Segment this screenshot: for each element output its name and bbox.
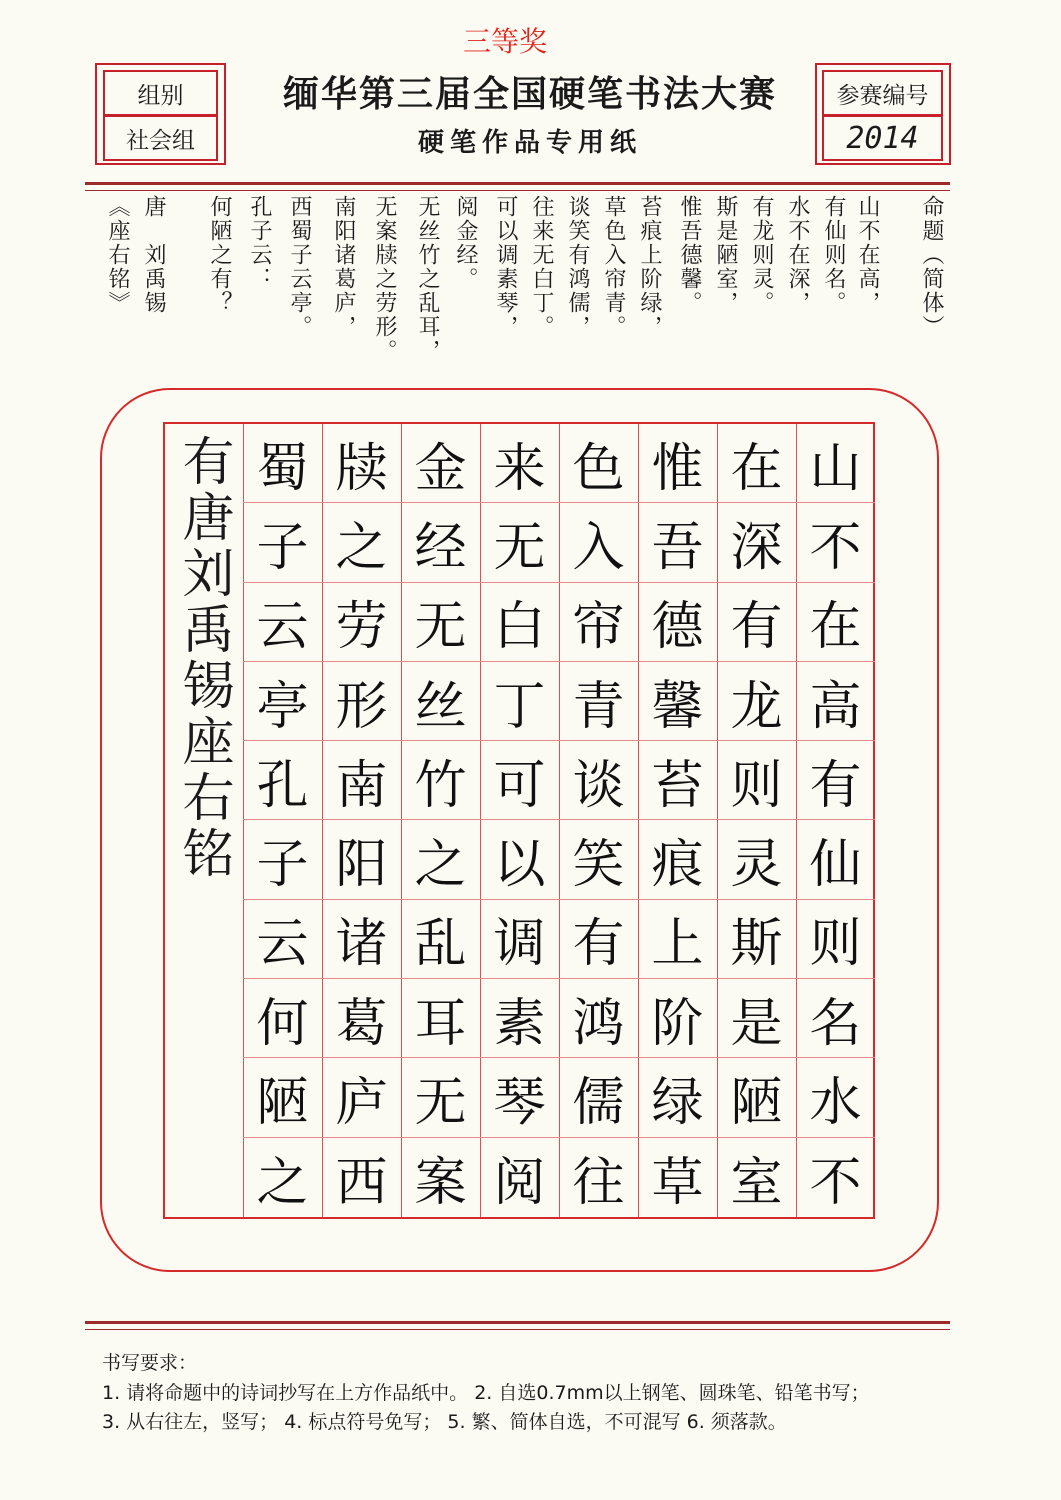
grid-cell: 往: [572, 1152, 625, 1213]
grid-cell: 无: [401, 1058, 480, 1137]
page-subtitle: 硬笔作品专用纸: [417, 128, 642, 158]
grid-cell: 室: [730, 1152, 783, 1213]
grid-cell: 苔: [638, 741, 717, 820]
grid-cell: 陋: [243, 1058, 322, 1137]
header-divider-thin: [85, 190, 950, 191]
grid-cell: 斯: [717, 900, 796, 979]
grid-cell: 竹: [401, 741, 480, 820]
grid-cell: 青: [559, 662, 638, 741]
grid-cell: 白: [480, 583, 559, 662]
group-label: [103, 70, 218, 116]
group-label-text: 组别: [137, 82, 184, 109]
grid-cell: 深: [717, 503, 796, 582]
grid-cell: 不: [809, 1152, 862, 1213]
grid-cell: 水: [796, 1058, 875, 1137]
prompt-line: 有仙则名。: [821, 195, 846, 315]
grid-cell: 耳: [401, 979, 480, 1058]
prompt-line: 阅金经。: [453, 195, 478, 291]
grid-cell: 山: [796, 424, 875, 503]
grid-cell: 牍: [322, 424, 401, 503]
group-value-text: 社会组: [126, 127, 195, 154]
grid-column: [559, 424, 638, 1217]
grid-cell: 有: [796, 741, 875, 820]
grid-cell: 入: [559, 503, 638, 582]
grid-cell: 在: [796, 583, 875, 662]
grid-column: [480, 424, 559, 1217]
grid-cell: 不: [796, 503, 875, 582]
grid-cell: 草: [651, 1152, 704, 1213]
grid-cell: 有: [559, 900, 638, 979]
grid-cell: 龙: [717, 662, 796, 741]
prompt-line: 西蜀子云亭。: [287, 195, 312, 339]
grid-cell: 云: [243, 900, 322, 979]
prompt-line: 苔痕上阶绿，: [637, 195, 662, 339]
footer-divider-thin: [85, 1329, 950, 1330]
entry-label-text: 参赛编号: [836, 82, 929, 109]
grid-cell: 形: [322, 662, 401, 741]
grid-cell: 阅: [493, 1152, 546, 1213]
signature-text: 有唐刘禹锡座右铭: [173, 434, 233, 882]
prompt-line: 山不在高，: [855, 195, 880, 315]
grid-cell: 则: [717, 741, 796, 820]
prompt-line: 孔子云：: [247, 195, 272, 291]
grid-cell: 德: [638, 583, 717, 662]
prompt-line: 可以调素琴，: [493, 195, 518, 339]
grid-cell: 调: [480, 900, 559, 979]
grid-cell: 儒: [559, 1058, 638, 1137]
grid-cell: 吾: [638, 503, 717, 582]
prompt-line: 草色入帘青。: [601, 195, 626, 339]
grid-cell: 无: [401, 583, 480, 662]
prompt-line: 唐 刘禹锡: [141, 195, 166, 315]
entry-value: [822, 115, 943, 161]
prompt-line: 惟吾德馨。: [677, 195, 702, 315]
grid-column: [243, 424, 322, 1217]
grid-cell: 仙: [796, 820, 875, 899]
grid-cell: 丁: [480, 662, 559, 741]
grid-column: [322, 424, 401, 1217]
grid-cell: 陋: [717, 1058, 796, 1137]
page-title: 缅华第三届全国硬笔书法大赛: [282, 73, 777, 115]
grid-cell: 无: [480, 503, 559, 582]
requirements-line: 3. 从右往左，竖写； 4. 标点符号免写； 5. 繁、简体自选，不可混写 6. 须落款。: [102, 1411, 787, 1433]
header-divider: [85, 182, 950, 185]
prompt-line: 往来无白丁。: [529, 195, 554, 339]
footer-divider: [85, 1321, 950, 1324]
prompt-label: 命题（简体）: [919, 195, 944, 339]
grid-cell: 西: [335, 1152, 388, 1213]
prompt-line: 无案牍之劳形。: [372, 195, 397, 363]
grid-column: [638, 424, 717, 1217]
grid-cell: 鸿: [559, 979, 638, 1058]
grid-cell: 阳: [322, 820, 401, 899]
prompt-line: 南阳诸葛庐，: [331, 195, 356, 339]
grid-cell: 金: [401, 424, 480, 503]
grid-cell: 亭: [243, 662, 322, 741]
signature-column: [169, 424, 237, 1217]
grid-cell: 馨: [638, 662, 717, 741]
grid-column: [717, 424, 796, 1217]
grid-cell: 帘: [559, 583, 638, 662]
grid-cell: 庐: [322, 1058, 401, 1137]
grid-cell: 阶: [638, 979, 717, 1058]
award-label: 三等奖: [462, 25, 547, 58]
grid-cell: 之: [256, 1152, 309, 1213]
requirements-line: 1. 请将命题中的诗词抄写在上方作品纸中。 2. 自选0.7mm以上钢笔、圆珠笔、铅笔书写；: [102, 1382, 870, 1404]
grid-column: [796, 424, 875, 1217]
grid-cell: 葛: [322, 979, 401, 1058]
prompt-line: 斯是陋室，: [713, 195, 738, 315]
work-grid: [163, 422, 875, 1219]
grid-cell: 名: [796, 979, 875, 1058]
grid-cell: 诸: [322, 900, 401, 979]
grid-cell: 南: [322, 741, 401, 820]
grid-cell: 灵: [717, 820, 796, 899]
grid-cell: 高: [796, 662, 875, 741]
grid-cell: 劳: [322, 583, 401, 662]
grid-cell: 之: [401, 820, 480, 899]
grid-cell: 则: [796, 900, 875, 979]
prompt-line: 有龙则灵。: [749, 195, 774, 315]
grid-cell: 痕: [638, 820, 717, 899]
requirements-heading: 书写要求：: [102, 1352, 198, 1374]
grid-cell: 可: [480, 741, 559, 820]
grid-cell: 何: [243, 979, 322, 1058]
grid-cell: 素: [480, 979, 559, 1058]
grid-cell: 来: [480, 424, 559, 503]
prompt-line: 何陋之有？: [207, 195, 232, 315]
grid-cell: 是: [717, 979, 796, 1058]
grid-cell: 色: [559, 424, 638, 503]
grid-cell: 子: [243, 820, 322, 899]
grid-cell: 谈: [559, 741, 638, 820]
grid-cell: 蜀: [243, 424, 322, 503]
grid-cell: 丝: [401, 662, 480, 741]
prompt-line: 无丝竹之乱耳，: [415, 195, 440, 363]
grid-cell: 在: [717, 424, 796, 503]
grid-cell: 经: [401, 503, 480, 582]
grid-cell: 有: [717, 583, 796, 662]
prompt-line: 《座右铭》: [105, 195, 130, 315]
grid-cell: 琴: [480, 1058, 559, 1137]
prompt-line: 水不在深，: [785, 195, 810, 315]
grid-column: [401, 424, 480, 1217]
grid-cell: 孔: [243, 741, 322, 820]
grid-cell: 子: [243, 503, 322, 582]
grid-cell: 云: [243, 583, 322, 662]
prompt-line: 谈笑有鸿儒，: [565, 195, 590, 339]
grid-cell: 惟: [638, 424, 717, 503]
grid-cell: 绿: [638, 1058, 717, 1137]
grid-cell: 以: [480, 820, 559, 899]
grid-cell: 之: [322, 503, 401, 582]
group-value: [103, 115, 218, 161]
grid-cell: 乱: [401, 900, 480, 979]
grid-cell: 案: [414, 1152, 467, 1213]
entry-label: [822, 70, 943, 116]
grid-cell: 笑: [559, 820, 638, 899]
grid-cell: 上: [638, 900, 717, 979]
entry-number: 2014: [846, 120, 919, 156]
